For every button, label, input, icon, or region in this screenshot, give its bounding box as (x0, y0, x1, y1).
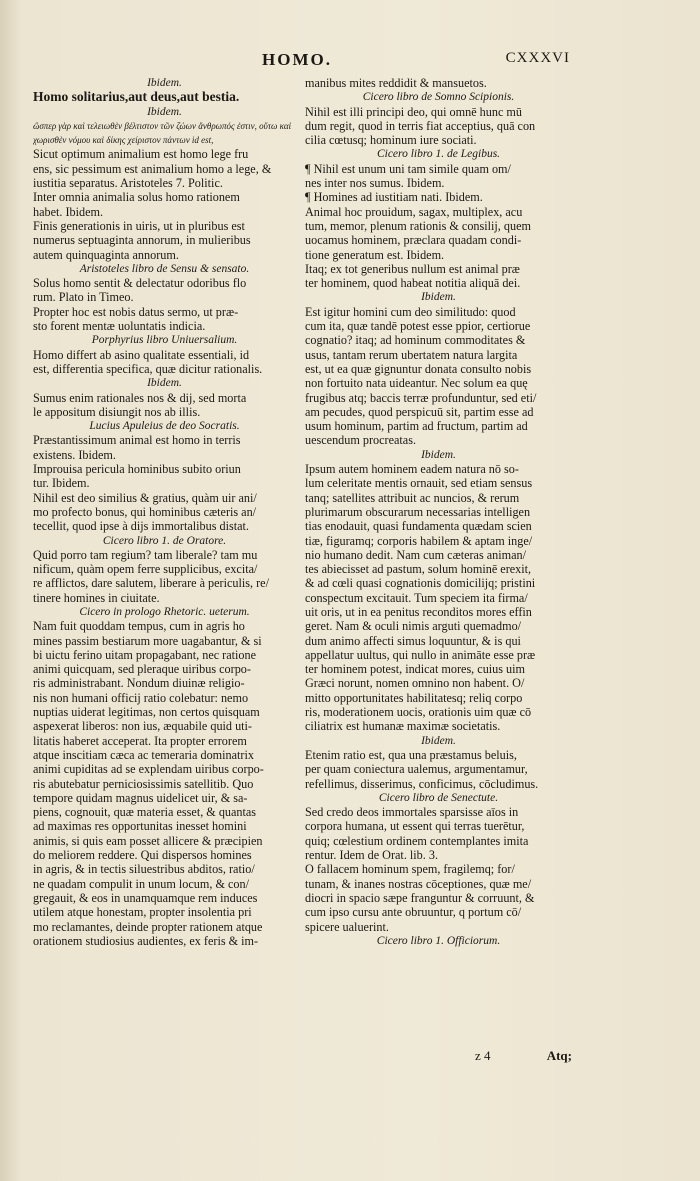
text-line: est, ut ea quæ gignuntur donata consulto nobis (305, 361, 532, 376)
text-line: Animal hoc prouidum, sagax, multiplex, acu (305, 204, 523, 219)
source-citation: Lucius Apuleius de deo Socratis. (89, 420, 240, 433)
text-line: est, differentia specifica, quæ dicitur rationalis. (33, 361, 263, 376)
source-citation: Cicero in prologo Rhetoric. ueterum. (79, 605, 250, 618)
text-line: orationem studiosius audientes, ex feris & im- (33, 933, 259, 948)
text-line: Est igitur homini cum deo similitudo: quod (305, 304, 516, 319)
text-line: dum animo affecti simus loquuntur, & is qui (305, 633, 521, 648)
text-line: habet. Ibidem. (33, 204, 104, 219)
text-line: lum celeritate mentis ornauit, sed etiam sensus (305, 476, 533, 491)
text-line: tione generatum est. Ibidem. (305, 247, 445, 262)
source-citation: Ibidem. (421, 291, 456, 304)
text-line: mo reclamantes, deinde propter rationem atque (33, 919, 263, 934)
source-citation: Ibidem. (147, 377, 182, 390)
text-line: per quam coniectura ualemus, argumentamur, (305, 762, 528, 777)
left-text-column (33, 76, 296, 948)
text-line: in agris, & in tectis siluestribus abditos, ratio/ (33, 862, 255, 877)
source-citation: Aristoteles libro de Sensu & sensato. (79, 262, 250, 275)
text-line: Itaq; ex tot generibus nullum est animal præ (305, 261, 520, 276)
text-line: quiq; cœlestium ordinem contemplantes imita (305, 833, 529, 848)
text-line: animi cupiditas ad se explendam uiribus corpo- (33, 762, 264, 777)
text-line: Homo differt ab asino qualitate essentiali, id (33, 347, 250, 362)
text-line: autem quinquaginta annorum. (33, 247, 179, 262)
text-line: mitto opportunitates habilitatesq; reliq corpo (305, 690, 523, 705)
text-line: Quid porro tam regium? tam liberale? tam mu (33, 547, 258, 562)
text-line: plurimarum obscurarum necessarias intelligen (305, 504, 531, 519)
text-line: iustitia separatus. Aristoteles 7. Politic. (33, 176, 223, 191)
text-line: re afflictos, dare salutem, liberare à periculis, re/ (33, 576, 269, 591)
source-citation: Ibidem. (421, 734, 456, 747)
text-line: do meliorem reddere. Qui dispersos homines (33, 848, 252, 863)
source-citation: Cicero libro 1. de Legibus. (376, 148, 501, 161)
text-line: uocamus hominem, præclara quadam condi- (305, 233, 522, 248)
text-line: animis, si quis eam posset allicere & præcipien (33, 833, 263, 848)
text-line: nificum, quàm opem ferre supplicibus, excita/ (33, 562, 258, 577)
folio-number: CXXXVI (505, 50, 570, 66)
text-line: bi uictu ferino uitam propagabant, nec ratione (33, 647, 257, 662)
catchword: Atq; (546, 1048, 572, 1063)
text-line: nuptias uiderat legitimas, non certos quisquam (33, 705, 260, 720)
text-line: appellatur uultus, qui nullo in animāte esse præ (305, 647, 536, 662)
text-line: tinere homines in ciuitate. (33, 590, 160, 605)
text-line: cum ipso cursu ante obruuntur, q portum cō/ (305, 905, 522, 920)
text-line: le appositum disiungit nos ab illis. (33, 404, 201, 419)
text-line: numerus septuaginta annorum, in mulieribus (33, 233, 251, 248)
source-citation: Cicero libro de Senectute. (378, 791, 499, 804)
text-line: tanq; satellites attribuit ac nuncios, & rerum (305, 490, 520, 505)
source-citation: Cicero libro 1. Officiorum. (376, 934, 501, 947)
text-line: ter hominem potest, indicat mores, cuius uim (305, 662, 526, 677)
text-line: piens, cognouit, quæ materia esset, & quantas (33, 805, 257, 820)
text-line: dum regit, quod in terris fiat acceptius, quā con (305, 118, 536, 133)
text-line: Græci norunt, nomen omnino non habent. O/ (305, 676, 525, 691)
text-line: manibus mites reddidit & mansuetos. (305, 76, 487, 90)
text-line: non fortuito nata uideantur. Nec solum ea quę (305, 376, 528, 391)
source-citation: Porphyrius libro Uniuersalium. (91, 334, 238, 347)
text-line: mines passim bestiarum more uagabantur, & si (33, 633, 262, 648)
text-line: tias enodauit, quasi fundamenta quædam scien (305, 519, 532, 534)
text-line: litatis haberet acceperat. Ita propter errorem (33, 733, 247, 748)
source-citation: Ibidem. (147, 105, 182, 118)
text-line: mo profecto bonus, qui hominibus cæteris an/ (33, 504, 257, 519)
text-line: aspexerat liberos: non ius, æquabile quid uti- (33, 719, 252, 734)
text-line: Etenim ratio est, qua una præstamus beluis, (305, 747, 517, 762)
text-line: spicere ualuerint. (305, 919, 389, 934)
heading-line: Homo solitarius,aut deus,aut bestia. (33, 90, 240, 105)
text-line: usus, tantam rerum ubertatem natura largita (305, 347, 518, 362)
text-line: gregauit, & eos in unamquamque rem induces (33, 890, 258, 905)
text-line: ris abutebatur perniciosissimis satellitib. Quo (33, 776, 254, 791)
text-line: Sicut optimum animalium est homo lege fru (33, 147, 249, 162)
right-text-column (305, 76, 572, 948)
source-citation: Ibidem. (147, 77, 182, 89)
text-line: refellimus, disserimus, conficimus, cōcludimus. (305, 776, 539, 791)
text-line: Ipsum autem hominem eadem natura nō so- (305, 462, 519, 477)
text-line: cilia cœtusq; hominum iure sociati. (305, 133, 477, 148)
text-line: ne quadam compulit in unum locum, & con/ (33, 876, 249, 891)
source-citation: Cicero libro de Somno Scipionis. (362, 91, 515, 104)
text-line: atque inscitiam cæca ac temeraria dominatrix (33, 747, 254, 762)
text-line: geret. Nam & oculi nimis arguti quemadmo/ (305, 619, 522, 634)
text-line: Sed credo deos immortales sparsisse aīos in (305, 805, 519, 820)
text-line: Nam fuit quoddam tempus, cum in agris ho (33, 619, 245, 634)
page-footer (305, 1048, 572, 1066)
text-line: tur. Ibidem. (33, 476, 90, 491)
text-line: tiæ, figuramq; corporis habilem & aptam inge/ (305, 533, 533, 548)
source-citation: Ibidem. (421, 448, 456, 461)
text-line: Inter omnia animalia solus homo rationem (33, 190, 240, 205)
text-line: utilem atque honestam, propter insolentia pri (33, 905, 252, 920)
text-line: ter hominem, quod habeat notitia aliquā dei. (305, 276, 521, 291)
text-line: ciliatrix est humanæ maximæ societatis. (305, 719, 501, 734)
text-line: ¶ Nihil est unum uni tam simile quam om/ (305, 161, 511, 176)
text-line: conspectum excitauit. Tum speciem ita firma/ (305, 590, 528, 605)
text-line: Finis generationis in uiris, ut in pluribus est (33, 218, 245, 233)
text-line: animi quicquam, sed pleraque uiribus corpo- (33, 662, 251, 677)
text-line: usum hominum, partim ad fructum, partim ad (305, 419, 528, 434)
text-line: tecellit, quod ipse à dijs immortalibus distat. (33, 519, 249, 534)
text-line: am pecudes, quod perspicuū sit, partim esse ad (305, 404, 534, 419)
text-line: uescendum procreatas. (305, 433, 416, 448)
text-line: Improuisa pericula hominibus subito oriun (33, 462, 241, 477)
text-line: diocri in spacio sæpe franguntur & corruunt, & (305, 890, 535, 905)
text-line: corpora humana, ut essent qui terras tuerētur, (305, 819, 525, 834)
signature-mark: z 4 (475, 1048, 491, 1063)
text-line: nis non humani officij ratio colebatur: nemo (33, 690, 249, 705)
text-line: sto forent mentæ uoluntatis indicia. (33, 319, 206, 334)
text-line: tes abiecisset ad pastum, solum hominē erexit, (305, 562, 532, 577)
text-line: Solus homo sentit & delectatur odoribus flo (33, 276, 247, 291)
text-line: tunam, & inanes nostras cōceptiones, quæ me/ (305, 876, 532, 891)
text-line: nio humano dedit. Nam cum cæteras animan/ (305, 547, 527, 562)
text-line: Propter hoc est nobis datus sermo, ut præ- (33, 304, 239, 319)
text-line: ris, moderationem uocis, orationis uim quæ cō (305, 705, 532, 720)
text-line: cognatio? itaq; ad hominum commoditates & (305, 333, 526, 348)
text-line: existens. Ibidem. (33, 447, 116, 462)
text-line: ris administrabant. Nondum diuinæ religio- (33, 676, 245, 691)
text-line: ¶ Homines ad iustitiam nati. Ibidem. (305, 190, 483, 205)
source-citation: Cicero libro 1. de Oratore. (102, 534, 227, 547)
text-line: tempore quidam magnus uidelicet uir, & sa- (33, 790, 248, 805)
text-line: ens, sic pessimum est animalium homo a lege, & (33, 161, 272, 176)
text-line: uit oris, ut in ea penitus reconditos mores effin (305, 604, 532, 619)
text-line: rum. Plato in Timeo. (33, 290, 134, 305)
text-line: O fallacem hominum spem, fragilemq; for/ (305, 862, 515, 877)
text-line: & ad cœli quasi cognationis domicilijq; pristini (305, 576, 536, 591)
running-head (0, 50, 700, 74)
text-line: Nihil est deo similius & gratius, quàm uir ani/ (33, 490, 257, 505)
text-line: nes inter nos sumus. Ibidem. (305, 176, 445, 191)
text-line: frugibus atq; baccis terræ profunduntur, sed eti/ (305, 390, 537, 405)
text-line: tum, memor, plenum rationis & consilij, quem (305, 218, 531, 233)
greek-line: ὥσπερ γὰρ καὶ τελειωθὲν βέλτιστον τῶν ζώων ἄνθρωπός ἐστιν, οὕτω καὶ (33, 120, 292, 131)
running-head-title: HOMO. (262, 50, 332, 69)
text-line: ad maximas res opportunitas inesset homini (33, 819, 247, 834)
text-line: rentur. Idem de Orat. lib. 3. (305, 848, 439, 863)
text-line: Præstantissimum animal est homo in terris (33, 433, 241, 448)
text-line: Sumus enim rationales nos & dij, sed morta (33, 390, 247, 405)
text-line: Nihil est illi principi deo, qui omnē hunc mū (305, 104, 522, 119)
greek-line: χωρισθὲν νόμου καὶ δίκης χείριστον πάντων id est, (33, 135, 214, 146)
text-line: cum ita, quæ tandē potest esse ppior, certiorue (305, 319, 531, 334)
